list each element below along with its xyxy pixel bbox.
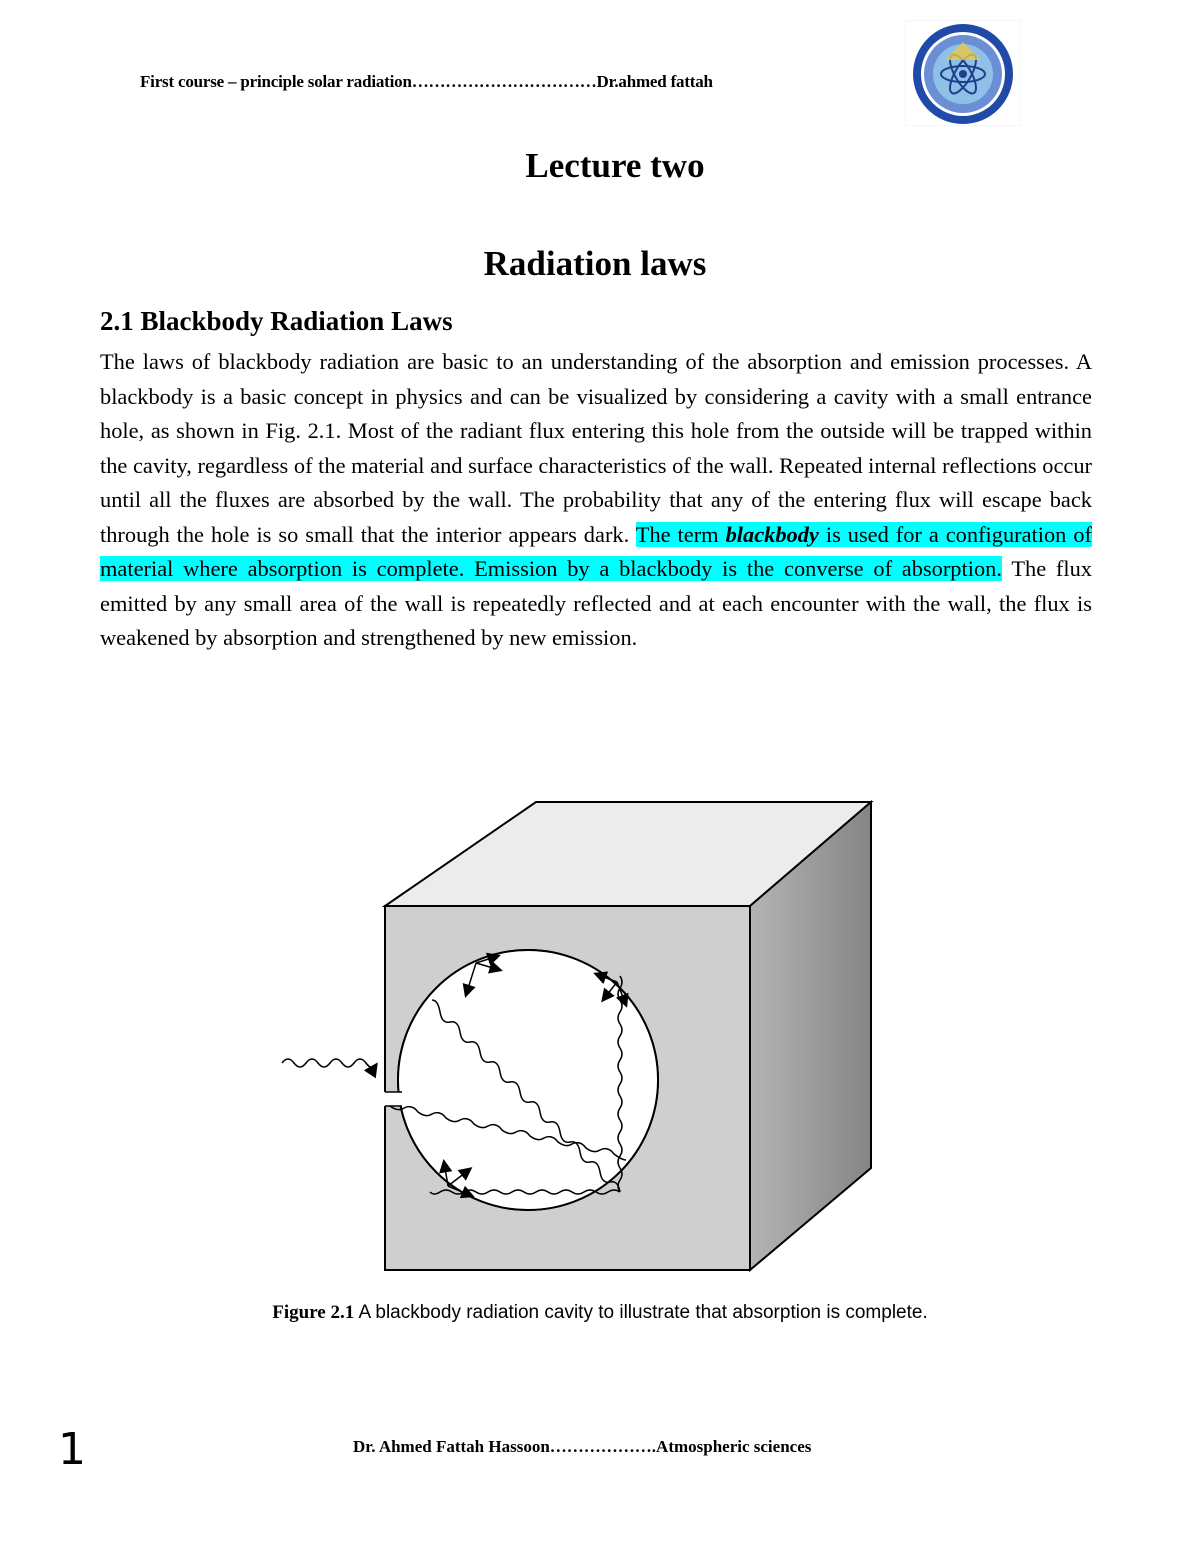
blackbody-cavity-figure xyxy=(270,790,890,1280)
lecture-title: Lecture two xyxy=(525,146,705,185)
highlight-before: The term xyxy=(635,521,719,547)
section-heading: 2.1 Blackbody Radiation Laws xyxy=(100,306,453,336)
highlight-after: is used for a configuration of material where absorption is complete. Emission by a blackbody is the converse of absorption. xyxy=(100,521,1092,581)
entrance-hole xyxy=(382,1092,404,1106)
paragraph-part2: The flux emitted by any small area of the wall is repeatedly reflected and at each encounter with the wall, the flux is weakened by absorption and strengthened by new emission. xyxy=(100,556,1092,650)
paragraph-part1: The laws of blackbody radiation are basic to an understanding of the absorption and emission processes. A blackbody is a basic concept in physics and can be visualized by considering a cavity with a small entrance hole, as shown in Fig. 2.1. Most of the radiant flux entering this hole from the outside will be trapped within the cavity, regardless of the material and surface characteristics of the wall. Repeated internal reflections occur until all the fluxes are absorbed by the wall. The probability that any of the entering flux will escape back through the hole is so small that the interior appears dark. xyxy=(100,349,1092,547)
university-seal-logo xyxy=(905,20,1021,126)
body-paragraph xyxy=(100,345,1092,656)
lecture-subtitle: Radiation laws xyxy=(483,244,707,283)
figure-caption-text: A blackbody radiation cavity to illustrate that absorption is complete. xyxy=(358,1302,928,1323)
page-footer: Dr. Ahmed Fattah Hassoon……………….Atmospheric sciences xyxy=(353,1437,812,1456)
blackbody-term: blackbody xyxy=(725,521,819,547)
incoming-ray xyxy=(282,1059,376,1068)
page-header: First course – principle solar radiation……………………………Dr.ahmed fattah xyxy=(140,72,713,91)
figure-label: Figure 2.1 xyxy=(272,1302,355,1323)
figure-caption xyxy=(0,1302,1200,1324)
page-number: 1 xyxy=(58,1424,86,1475)
